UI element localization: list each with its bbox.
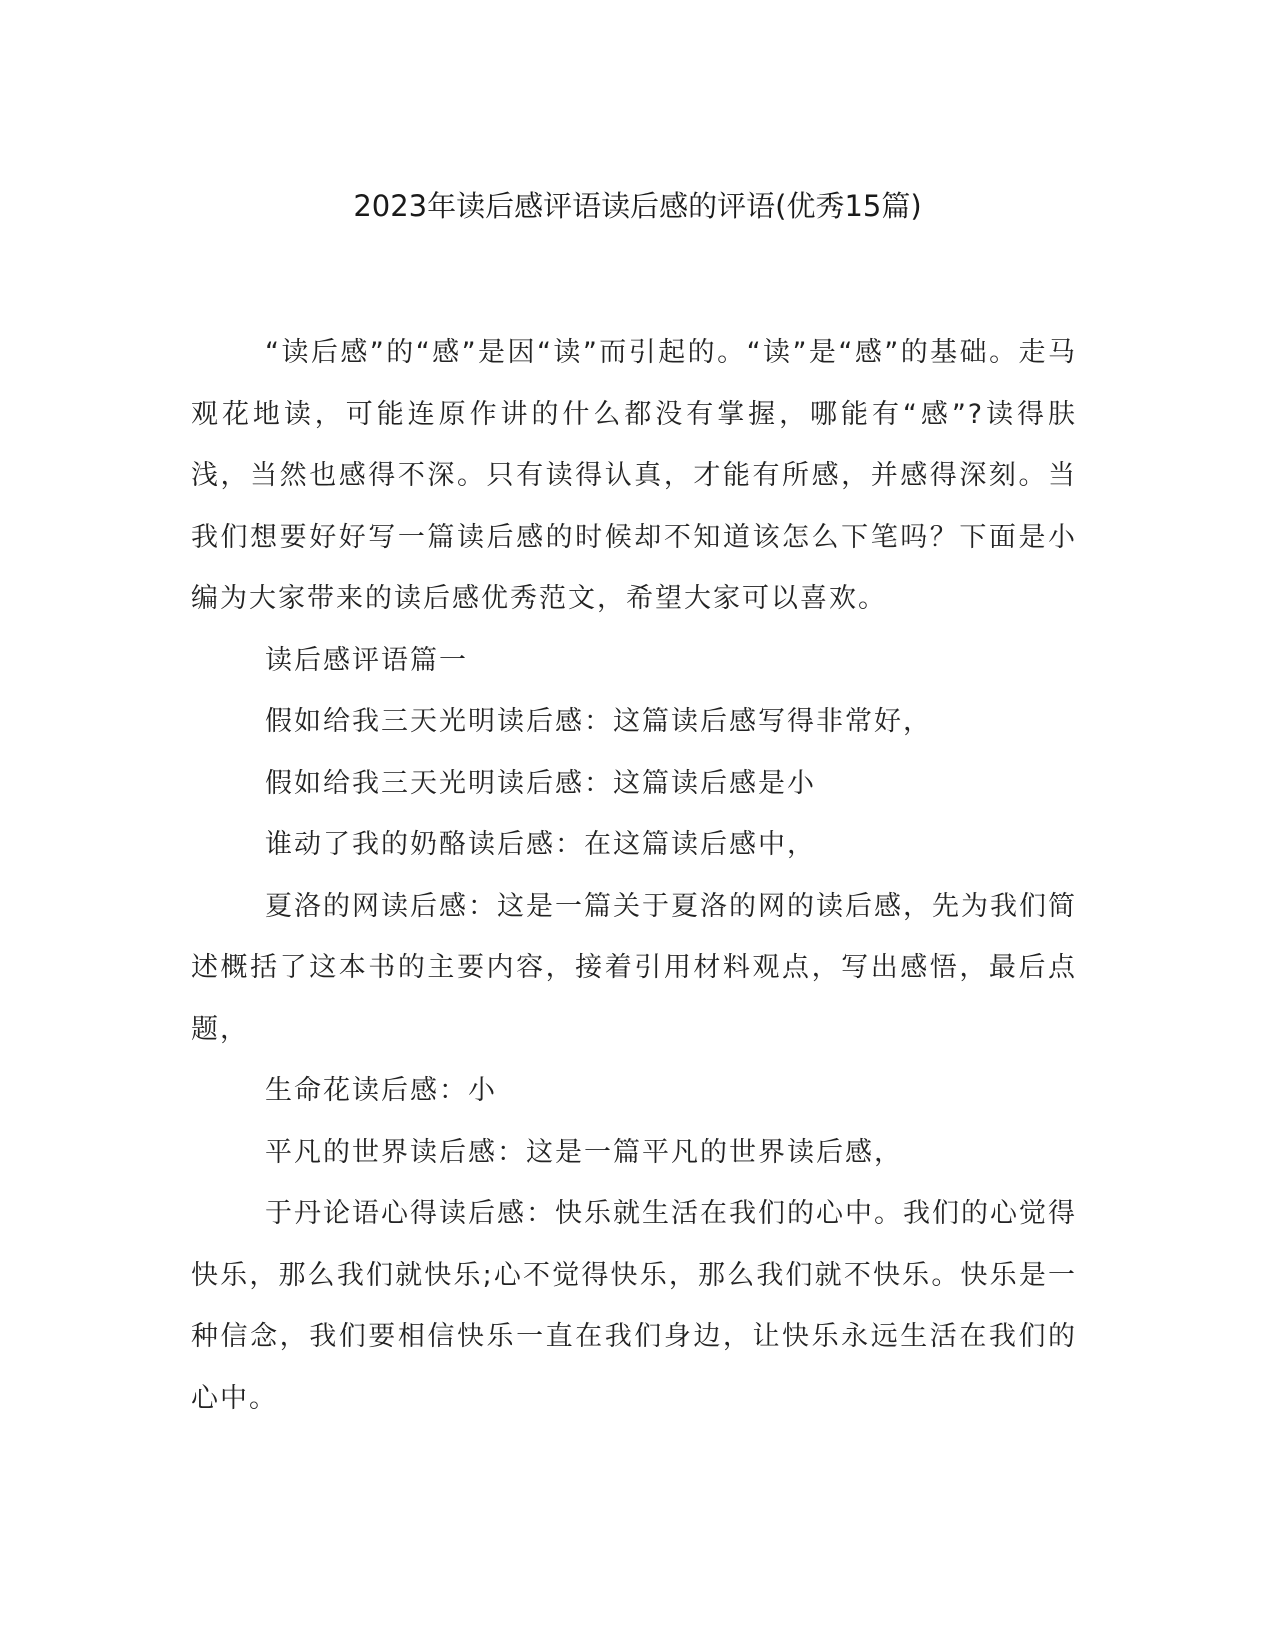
paragraph: 平凡的世界读后感：这是一篇平凡的世界读后感， <box>265 1136 903 1168</box>
paragraph: 谁动了我的奶酪读后感：在这篇读后感中， <box>265 829 816 860</box>
section-heading: 读后感评语篇一 <box>265 644 468 676</box>
document-title: 2023年读后感评语读后感的评语(优秀15篇) <box>353 189 922 223</box>
document-body <box>191 322 1077 1429</box>
paragraph: 假如给我三天光明读后感：这篇读后感写得非常好， <box>265 706 932 737</box>
paragraph: 生命花读后感：小 <box>265 1075 497 1106</box>
intro-paragraph: “读后感”的“感”是因“读”而引起的。“读”是“感”的基础。走马观花地读，可能连原作讲的什么都没有掌握，哪能有“感”?读得肤浅，当然也感得不深。只有读得认真，才能有所感，并感得深刻。当我们想要好好写一篇读后感的时候却不知道该怎么下笔吗？下面是小编为大家带来的读后感优秀范文，希望大家可以喜欢。 <box>191 337 1077 614</box>
paragraph: 夏洛的网读后感：这是一篇关于夏洛的网的读后感，先为我们简述概括了这本书的主要内容，接着引用材料观点，写出感悟，最后点题， <box>191 890 1077 1045</box>
paragraph: 假如给我三天光明读后感：这篇读后感是小 <box>265 767 816 799</box>
paragraph: 于丹论语心得读后感：快乐就生活在我们的心中。我们的心觉得快乐，那么我们就快乐;心不觉得快乐，那么我们就不快乐。快乐是一种信念，我们要相信快乐一直在我们身边，让快乐永远生活在我们的心中。 <box>191 1198 1077 1414</box>
